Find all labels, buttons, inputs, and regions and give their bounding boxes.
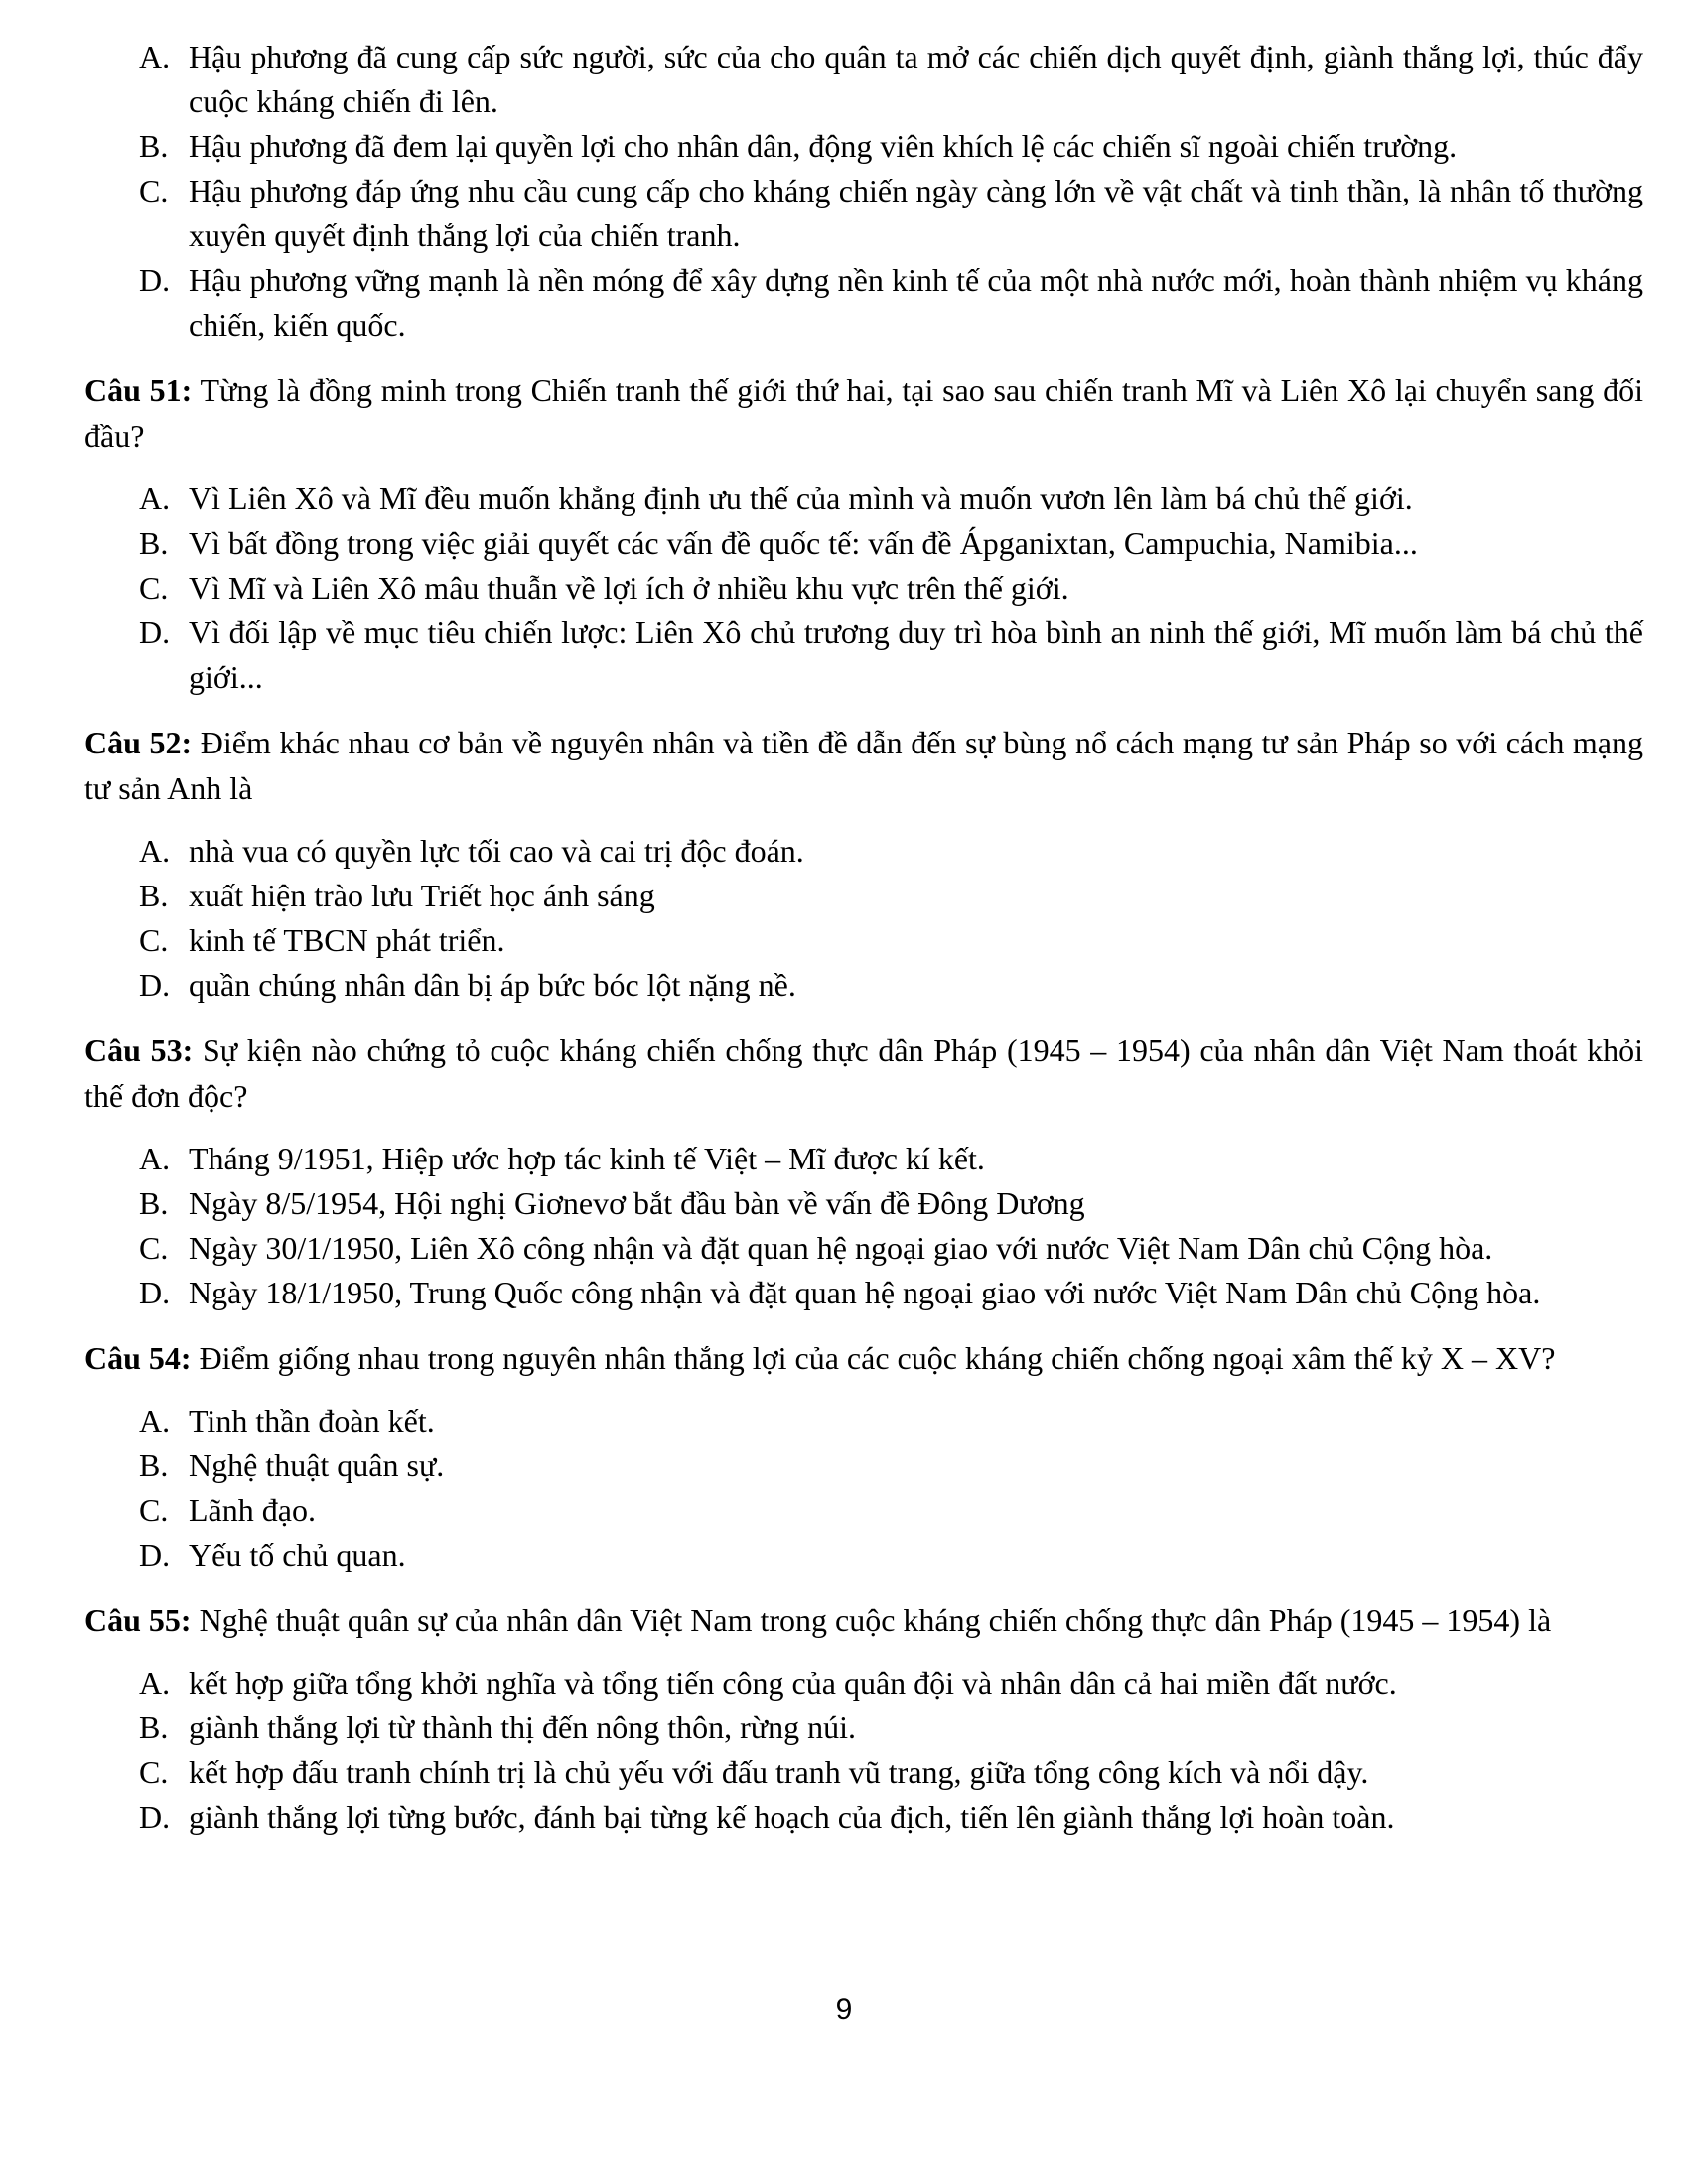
- question-label: Câu 52:: [84, 725, 193, 760]
- question-text: Từng là đồng minh trong Chiến tranh thế giới thứ hai, tại sao sau chiến tranh Mĩ và Liên Xô lại chuyển sang đối đầu?: [84, 372, 1644, 454]
- question-text: Nghệ thuật quân sự của nhân dân Việt Nam trong cuộc kháng chiến chống thực dân Pháp (1945 – 1954) là: [191, 1602, 1552, 1638]
- option-letter: C.: [139, 1754, 169, 1790]
- option-text: giành thắng lợi từ thành thị đến nông thôn, rừng núi.: [189, 1709, 856, 1745]
- question-label: Câu 55:: [84, 1602, 192, 1638]
- option-text: quần chúng nhân dân bị áp bức bóc lột nặng nề.: [189, 967, 796, 1003]
- option-d: [84, 611, 1643, 700]
- option-text: Vì Mĩ và Liên Xô mâu thuẫn về lợi ích ở nhiều khu vực trên thế giới.: [189, 570, 1069, 606]
- option-letter: A.: [139, 480, 171, 516]
- option-text: Hậu phương đã cung cấp sức người, sức của cho quân ta mở các chiến dịch quyết định, giành thắng lợi, thúc đẩy cuộc kháng chiến đi lên.: [189, 39, 1643, 119]
- document-page: [84, 35, 1643, 1840]
- option-letter: A.: [139, 39, 171, 74]
- option-b: [84, 1443, 1643, 1488]
- question-text: Sự kiện nào chứng tỏ cuộc kháng chiến chống thực dân Pháp (1945 – 1954) của nhân dân Việt Nam thoát khỏi thế đơn độc?: [84, 1032, 1644, 1114]
- option-text: Tinh thần đoàn kết.: [189, 1403, 435, 1438]
- option-a: [84, 477, 1643, 521]
- question-label: Câu 54:: [84, 1340, 192, 1376]
- option-text: Hậu phương đáp ứng nhu cầu cung cấp cho kháng chiến ngày càng lớn về vật chất và tinh thần, là nhân tố thường xuyên quyết định thắng lợi của chiến tranh.: [189, 173, 1643, 253]
- question-51: [84, 367, 1643, 459]
- option-text: kết hợp đấu tranh chính trị là chủ yếu với đấu tranh vũ trang, giữa tổng công kích và nổi dậy.: [189, 1754, 1369, 1790]
- option-d: [84, 963, 1643, 1008]
- option-letter: D.: [139, 967, 171, 1003]
- question-55-options: [84, 1661, 1643, 1840]
- option-letter: A.: [139, 1665, 171, 1701]
- option-letter: A.: [139, 833, 171, 869]
- option-letter: A.: [139, 1403, 171, 1438]
- option-text: xuất hiện trào lưu Triết học ánh sáng: [189, 878, 655, 913]
- option-letter: C.: [139, 1230, 169, 1266]
- option-text: Hậu phương vững mạnh là nền móng để xây dựng nền kinh tế của một nhà nước mới, hoàn thành nhiệm vụ kháng chiến, kiến quốc.: [189, 262, 1643, 342]
- option-letter: D.: [139, 1537, 171, 1572]
- option-letter: C.: [139, 1492, 169, 1528]
- question-54: [84, 1335, 1643, 1381]
- option-b: [84, 874, 1643, 918]
- option-text: Tháng 9/1951, Hiệp ước hợp tác kinh tế Việt – Mĩ được kí kết.: [189, 1141, 985, 1176]
- option-letter: D.: [139, 262, 171, 298]
- question-55: [84, 1597, 1643, 1643]
- option-letter: C.: [139, 173, 169, 208]
- option-c: [84, 1488, 1643, 1533]
- option-letter: B.: [139, 1447, 169, 1483]
- option-letter: D.: [139, 1799, 171, 1835]
- question-52-options: [84, 829, 1643, 1008]
- option-a: [84, 829, 1643, 874]
- option-letter: C.: [139, 570, 169, 606]
- option-text: giành thắng lợi từng bước, đánh bại từng kế hoạch của địch, tiến lên giành thắng lợi hoàn toàn.: [189, 1799, 1395, 1835]
- option-a: [84, 1399, 1643, 1443]
- option-letter: D.: [139, 1275, 171, 1310]
- option-text: Vì Liên Xô và Mĩ đều muốn khẳng định ưu thế của mình và muốn vươn lên làm bá chủ thế giới.: [189, 480, 1413, 516]
- option-text: Hậu phương đã đem lại quyền lợi cho nhân dân, động viên khích lệ các chiến sĩ ngoài chiến trường.: [189, 128, 1458, 164]
- option-letter: B.: [139, 525, 169, 561]
- option-c: [84, 1226, 1643, 1271]
- option-c: [84, 169, 1643, 258]
- option-text: Nghệ thuật quân sự.: [189, 1447, 445, 1483]
- option-letter: B.: [139, 1709, 169, 1745]
- option-d: [84, 1271, 1643, 1315]
- option-d: [84, 1533, 1643, 1577]
- option-text: Lãnh đạo.: [189, 1492, 316, 1528]
- option-letter: C.: [139, 922, 169, 958]
- option-letter: D.: [139, 614, 171, 650]
- option-text: Vì đối lập về mục tiêu chiến lược: Liên Xô chủ trương duy trì hòa bình an ninh thế giới, Mĩ muốn làm bá chủ thế giới...: [189, 614, 1643, 695]
- option-letter: B.: [139, 128, 169, 164]
- option-letter: B.: [139, 878, 169, 913]
- option-d: [84, 1795, 1643, 1840]
- option-a: [84, 1661, 1643, 1706]
- option-b: [84, 521, 1643, 566]
- option-a: [84, 35, 1643, 124]
- option-b: [84, 1706, 1643, 1750]
- question-53-options: [84, 1137, 1643, 1315]
- option-text: Yếu tố chủ quan.: [189, 1537, 406, 1572]
- option-text: nhà vua có quyền lực tối cao và cai trị độc đoán.: [189, 833, 804, 869]
- question-text: Điểm giống nhau trong nguyên nhân thắng lợi của các cuộc kháng chiến chống ngoại xâm thế kỷ X – XV?: [191, 1340, 1556, 1376]
- intro-options: [84, 35, 1643, 347]
- option-text: Ngày 30/1/1950, Liên Xô công nhận và đặt quan hệ ngoại giao với nước Việt Nam Dân chủ Cộng hòa.: [189, 1230, 1493, 1266]
- option-text: kinh tế TBCN phát triển.: [189, 922, 505, 958]
- option-letter: B.: [139, 1185, 169, 1221]
- page-number: 9: [835, 1993, 853, 2026]
- option-b: [84, 124, 1643, 169]
- option-d: [84, 258, 1643, 347]
- option-c: [84, 1750, 1643, 1795]
- option-text: Ngày 8/5/1954, Hội nghị Giơnevơ bắt đầu bàn về vấn đề Đông Dương: [189, 1185, 1085, 1221]
- option-letter: A.: [139, 1141, 171, 1176]
- question-text: Điểm khác nhau cơ bản về nguyên nhân và tiền đề dẫn đến sự bùng nổ cách mạng tư sản Pháp so với cách mạng tư sản Anh là: [84, 725, 1644, 806]
- question-53: [84, 1027, 1643, 1119]
- option-c: [84, 566, 1643, 611]
- option-text: kết hợp giữa tổng khởi nghĩa và tổng tiến công của quân đội và nhân dân cả hai miền đất nước.: [189, 1665, 1397, 1701]
- option-a: [84, 1137, 1643, 1181]
- question-54-options: [84, 1399, 1643, 1577]
- question-label: Câu 51:: [84, 372, 193, 408]
- question-52: [84, 720, 1643, 811]
- option-b: [84, 1181, 1643, 1226]
- option-c: [84, 918, 1643, 963]
- question-label: Câu 53:: [84, 1032, 194, 1068]
- question-51-options: [84, 477, 1643, 700]
- option-text: Vì bất đồng trong việc giải quyết các vấn đề quốc tế: vấn đề Ápganixtan, Campuchia, Namibia...: [189, 525, 1418, 561]
- option-text: Ngày 18/1/1950, Trung Quốc công nhận và đặt quan hệ ngoại giao với nước Việt Nam Dân chủ Cộng hòa.: [189, 1275, 1541, 1310]
